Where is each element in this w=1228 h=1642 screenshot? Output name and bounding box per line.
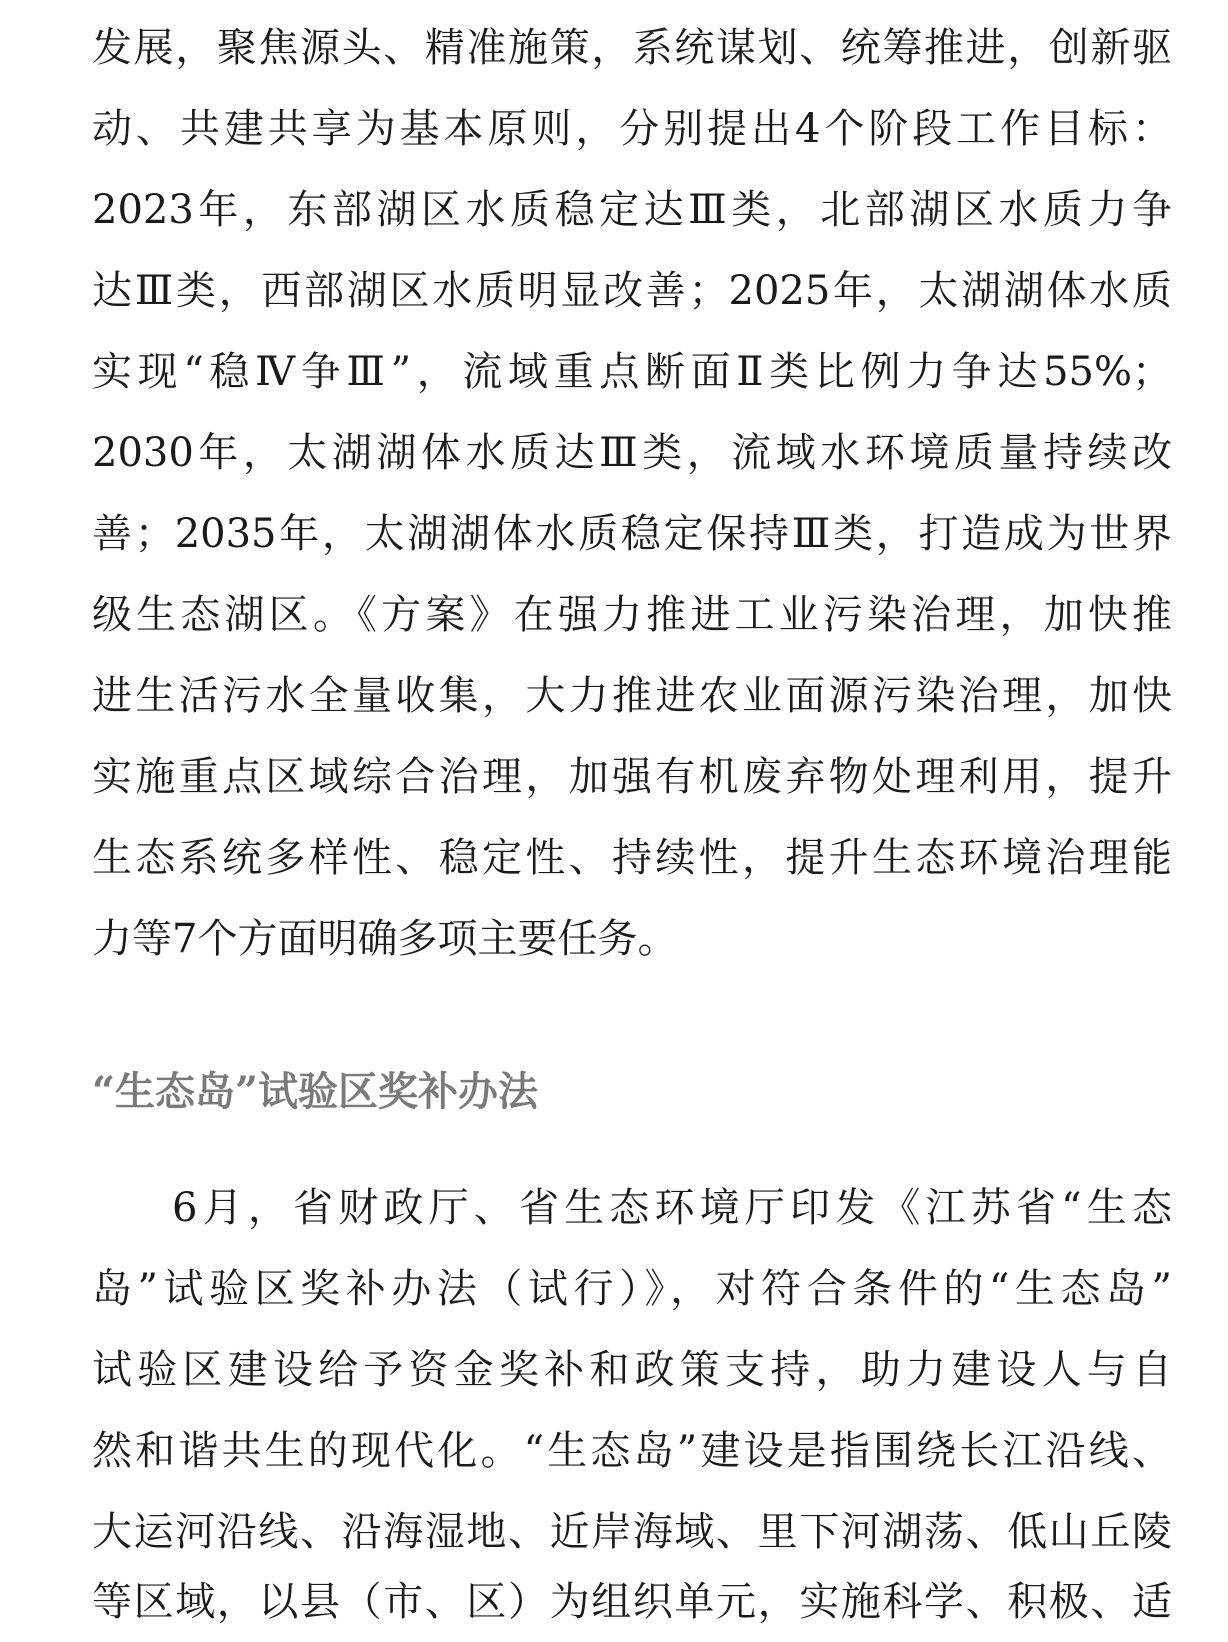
paragraph-line: 2023年，东部湖区水质稳定达Ⅲ类，北部湖区水质力争: [92, 187, 1172, 233]
paragraph-line: 达Ⅲ类，西部湖区水质明显改善；2025年，太湖湖体水质: [92, 268, 1172, 314]
paragraph-line: 6月，省财政厅、省生态环境厅印发《江苏省“生态: [172, 1185, 1172, 1231]
paragraph-line: 善；2035年，太湖湖体水质稳定保持Ⅲ类，打造成为世界: [92, 511, 1172, 557]
paragraph-line: 实施重点区域综合治理，加强有机废弃物处理利用，提升: [92, 754, 1172, 800]
paragraph-line: 岛”试验区奖补办法（试行）》，对符合条件的“生态岛”: [92, 1266, 1172, 1312]
paragraph-line: 进生活污水全量收集，大力推进农业面源污染治理，加快: [92, 673, 1172, 719]
paragraph-line: 力等7个方面明确多项主要任务。: [92, 916, 678, 962]
paragraph-line: 试验区建设给予资金奖补和政策支持，助力建设人与自: [92, 1347, 1172, 1393]
paragraph-line: 实现“稳Ⅳ争Ⅲ”，流域重点断面Ⅱ类比例力争达55%；: [92, 349, 1172, 395]
section-heading: “生态岛”试验区奖补办法: [92, 1068, 539, 1115]
paragraph-line: 生态系统多样性、稳定性、持续性，提升生态环境治理能: [92, 835, 1172, 881]
paragraph-line: 大运河沿线、沿海湿地、近岸海域、里下河湖荡、低山丘陵: [92, 1509, 1172, 1555]
paragraph-line: 2030年，太湖湖体水质达Ⅲ类，流域水环境质量持续改: [92, 430, 1172, 476]
paragraph-line: 等区域，以县（市、区）为组织单元，实施科学、积极、适: [92, 1579, 1172, 1625]
paragraph-line: 然和谐共生的现代化。“生态岛”建设是指围绕长江沿线、: [92, 1428, 1172, 1474]
paragraph-line: 级生态湖区。《方案》在强力推进工业污染治理，加快推: [92, 592, 1172, 638]
paragraph-line: 发展，聚焦源头、精准施策，系统谋划、统筹推进，创新驱: [92, 25, 1172, 71]
paragraph-line: 动、共建共享为基本原则，分别提出4个阶段工作目标：: [92, 106, 1172, 152]
